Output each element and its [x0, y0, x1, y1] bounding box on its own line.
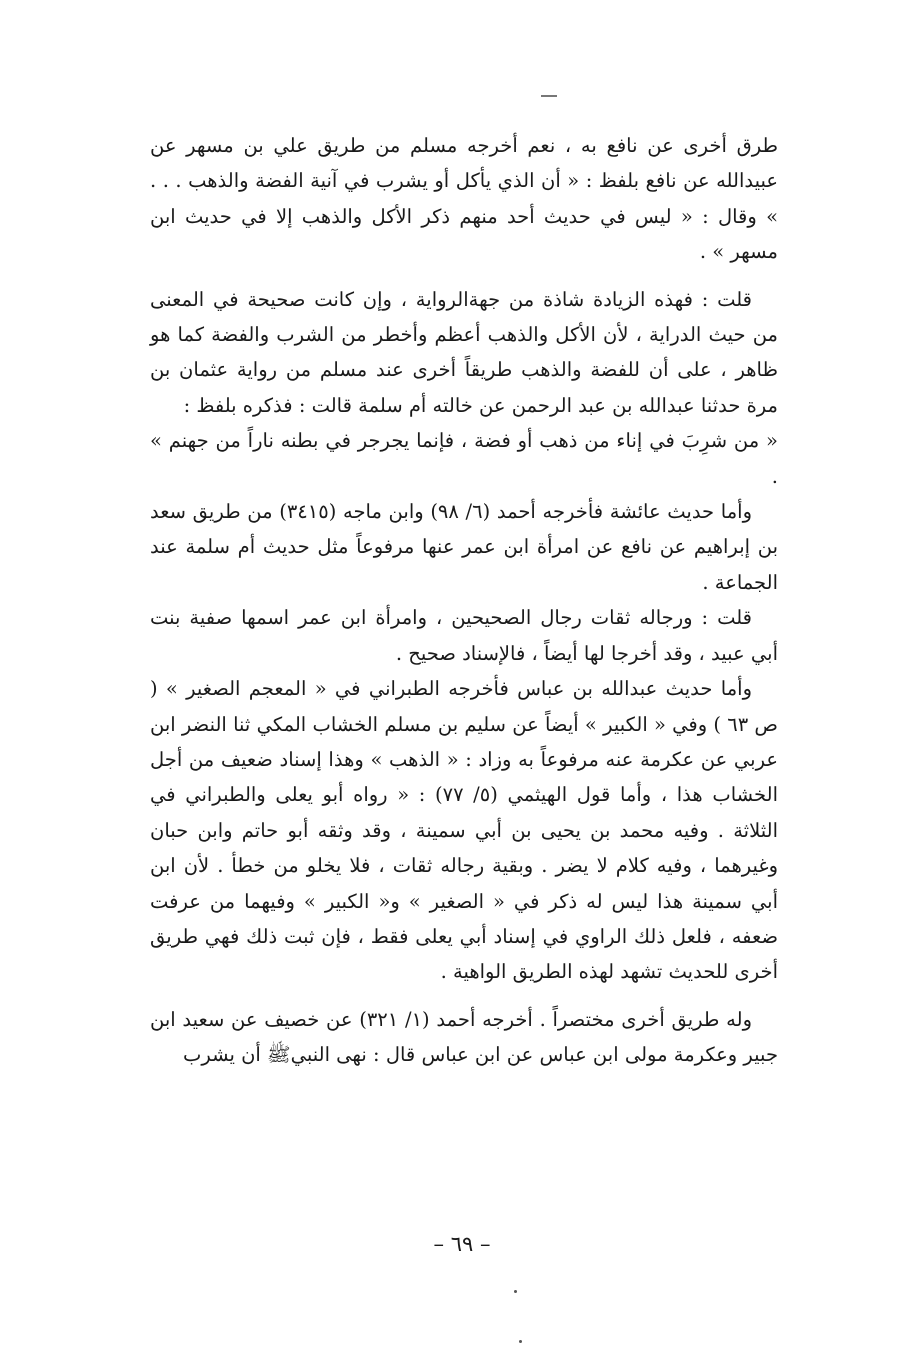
body-text	[150, 128, 778, 1073]
page-number: – ٦٩ –	[433, 1232, 491, 1256]
scan-speck	[514, 1290, 517, 1293]
paragraph-3-quote: « من شرِبَ في إناء من ذهب أو فضة ، فإنما يجرجر في بطنه ناراً من جهنم » .	[150, 429, 778, 488]
paragraph-2: قلت : فهذه الزيادة شاذة من جهةالرواية ، وإن كانت صحيحة في المعنى من حيث الدراية ، لأن الأكل والذهب أعظم وأخطر من الشرب والفضة كما هو ظاهر ، على أن للفضة والذهب طريقاً أخرى عند مسلم من رواية عثمان بن مرة حدثنا عبدالله بن عبد الرحمن عن خالته أم سلمة قالت : فذكره بلفظ :	[150, 287, 778, 417]
paragraph-4: وأما حديث عائشة فأخرجه أحمد (٦/ ٩٨) وابن ماجه (٣٤١٥) من طريق سعد بن إبراهيم عن نافع عن امرأة ابن عمر عنها مرفوعاً مثل حديث أم سلمة عند الجماعة .	[150, 500, 778, 594]
header-mark	[541, 95, 557, 97]
paragraph-7: وله طريق أخرى مختصراً . أخرجه أحمد (١/ ٣٢١) عن خصيف عن سعيد ابن جبير وعكرمة مولى ابن عباس عن ابن عباس قال : نهى النبيﷺ أن يشرب	[150, 1007, 778, 1067]
paragraph-1: طرق أخرى عن نافع به ، نعم أخرجه مسلم من طريق علي بن مسهر عن عبيدالله عن نافع بلفظ : « أن الذي يأكل أو يشرب في آنية الفضة والذهب . . . » وقال : « ليس في حديث أحد منهم ذكر الأكل والذهب إلا في حديث ابن مسهر » .	[150, 134, 778, 264]
scan-speck	[519, 1340, 522, 1343]
paragraph-6: وأما حديث عبدالله بن عباس فأخرجه الطبراني في « المعجم الصغير » ( ص ٦٣ ) وفي « الكبير » أيضاً عن سليم بن مسلم الخشاب المكي ثنا النضر ابن عربي عن عكرمة عنه مرفوعاً به وزاد : « الذهب » وهذا إسناد ضعيف من أجل الخشاب هذا ، وأما قول الهيثمي (٥/ ٧٧) : « رواه أبو يعلى والطبراني في الثلاثة . وفيه محمد بن يحيى بن أبي سمينة ، وقد وثقه أبو حاتم وابن حبان وغيرهما ، وفيه كلام لا يضر . وبقية رجاله ثقات ، فلا يخلو من خطأ . لأن ابن أبي سمينة هذا ليس له ذكر في « الصغير » و« الكبير » وفيهما من عرفت ضعفه ، فلعل ذلك الراوي في إسناد أبي يعلى فقط ، فإن ثبت ذلك فهي طريق أخرى للحديث تشهد لهذه الطريق الواهية .	[150, 677, 779, 984]
paragraph-5: قلت : ورجاله ثقات رجال الصحيحين ، وامرأة ابن عمر اسمها صفية بنت أبي عبيد ، وقد أخرجا لها أيضاً ، فالإسناد صحيح .	[150, 606, 778, 665]
